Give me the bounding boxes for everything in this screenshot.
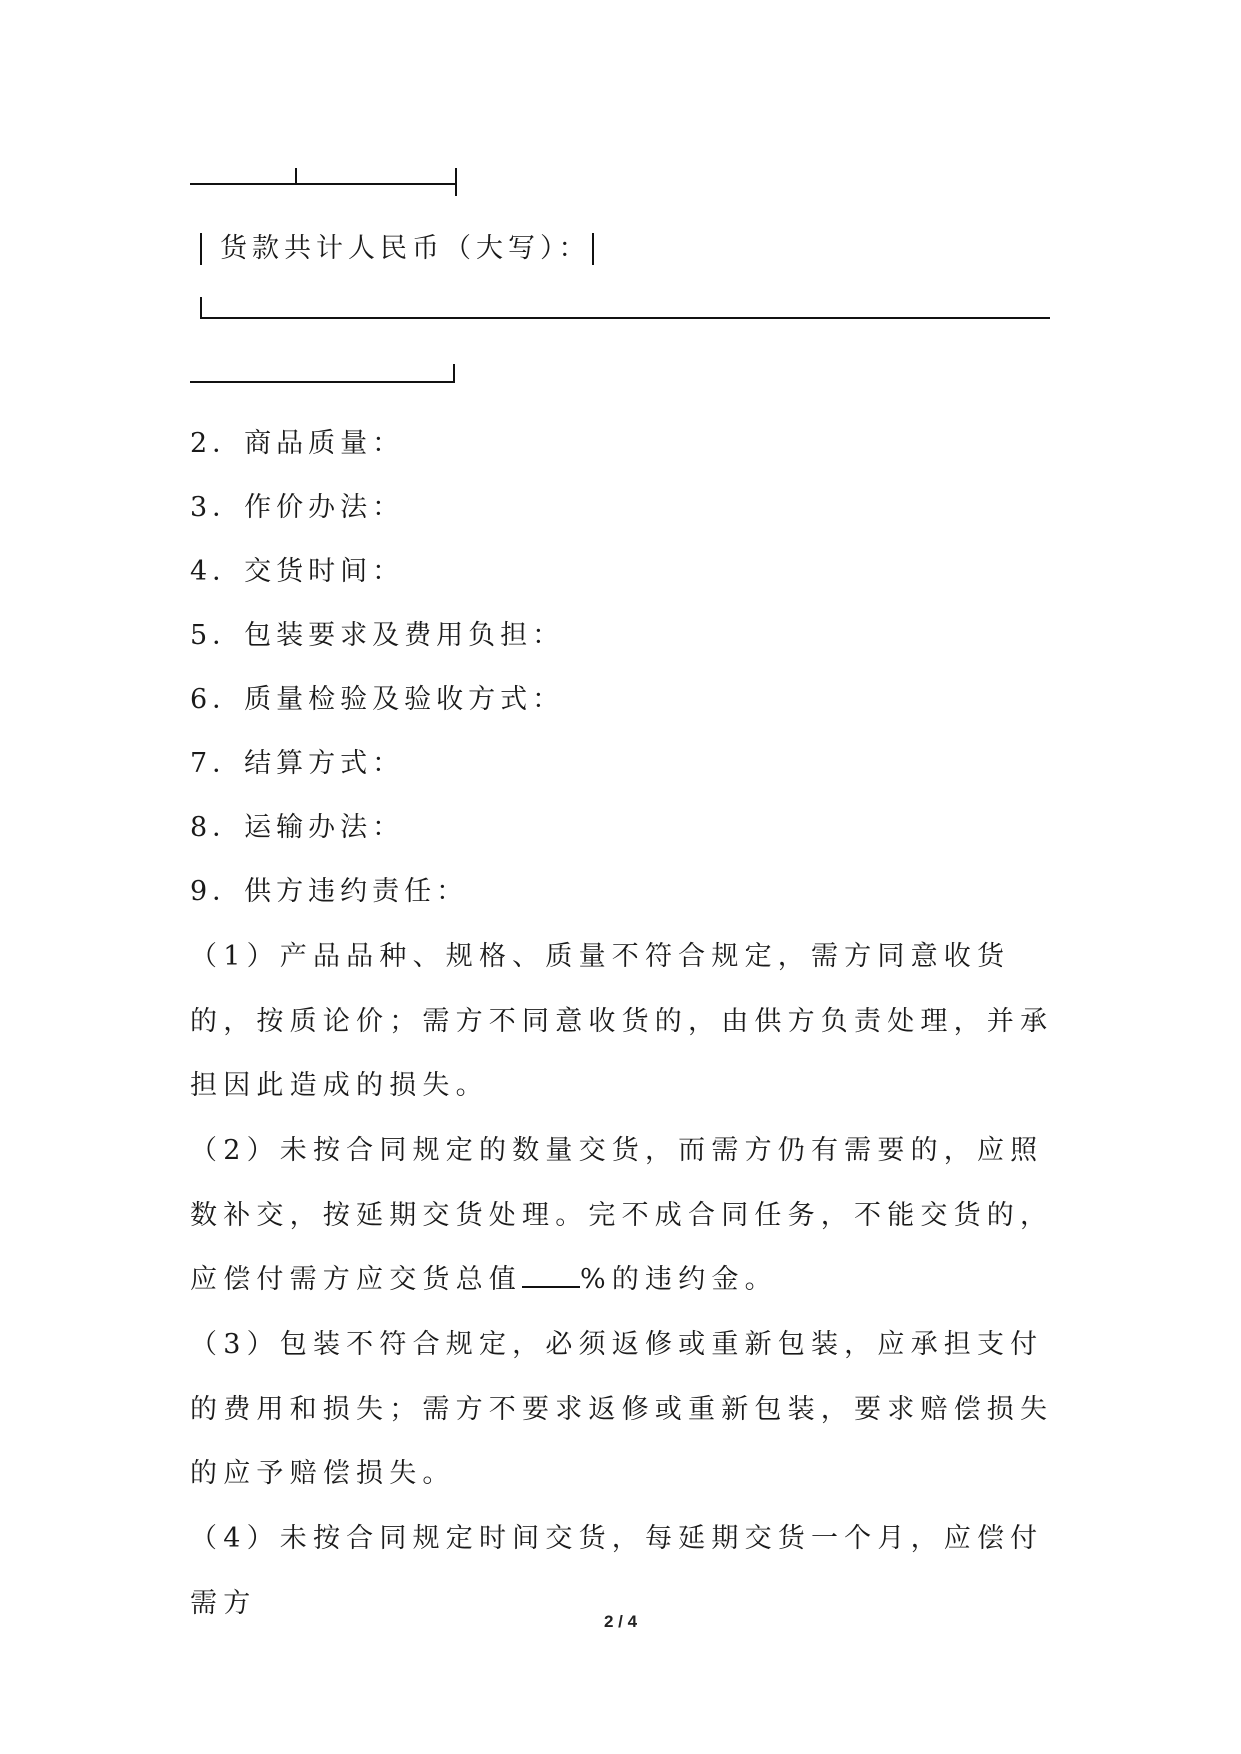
item-inspection: 6．质量检验及验收方式： [190,684,565,715]
table-bottom-left-corner [200,297,202,318]
table-top-border [190,183,455,185]
table-right-edge-top [455,168,457,196]
clause-4: （4）未按合同规定时间交货，每延期交货一个月，应偿付需方 [190,1523,1044,1619]
item-quality: 2．商品质量： [190,428,405,459]
table-left-edge [200,233,202,265]
total-amount-label: 货款共计人民币（大写）： [220,233,591,264]
clause-3: （3）包装不符合规定，必须返修或重新包装，应承担支付的费用和损失；需方不要求返修或重新包装，要求赔偿损失的应予赔偿损失。 [190,1329,1054,1489]
item-packaging: 5．包装要求及费用负担： [190,620,565,651]
page-number: 2 / 4 [603,1612,638,1631]
clause-1: （1）产品品种、规格、质量不符合规定，需方同意收货的，按质论价；需方不同意收货的，由供方负责处理，并承担因此造成的损失。 [190,941,1054,1101]
table-junction-tick [295,168,297,183]
clause-2-suffix: %的违约金。 [580,1264,778,1295]
item-supplier-liability: 9．供方违约责任： [190,876,469,907]
penalty-percent-blank [522,1260,580,1288]
item-pricing: 3．作价办法： [190,492,405,523]
item-settlement: 7．结算方式： [190,748,405,779]
table-right-edge [592,233,594,265]
clause-2-text: （2）未按合同规定的数量交货，而需方仍有需要的，应照数补交，按延期交货处理。完不成合同任务，不能交货的，应偿付需方应交货总值 [190,1135,1054,1295]
table-bottom-right-corner [453,364,455,383]
item-transport: 8．运输办法： [190,812,405,843]
item-delivery-time: 4．交货时间： [190,556,405,587]
table-bottom-border [200,317,1050,319]
table-bottom-border-continued [190,381,453,383]
clause-2 [190,1119,1070,1313]
